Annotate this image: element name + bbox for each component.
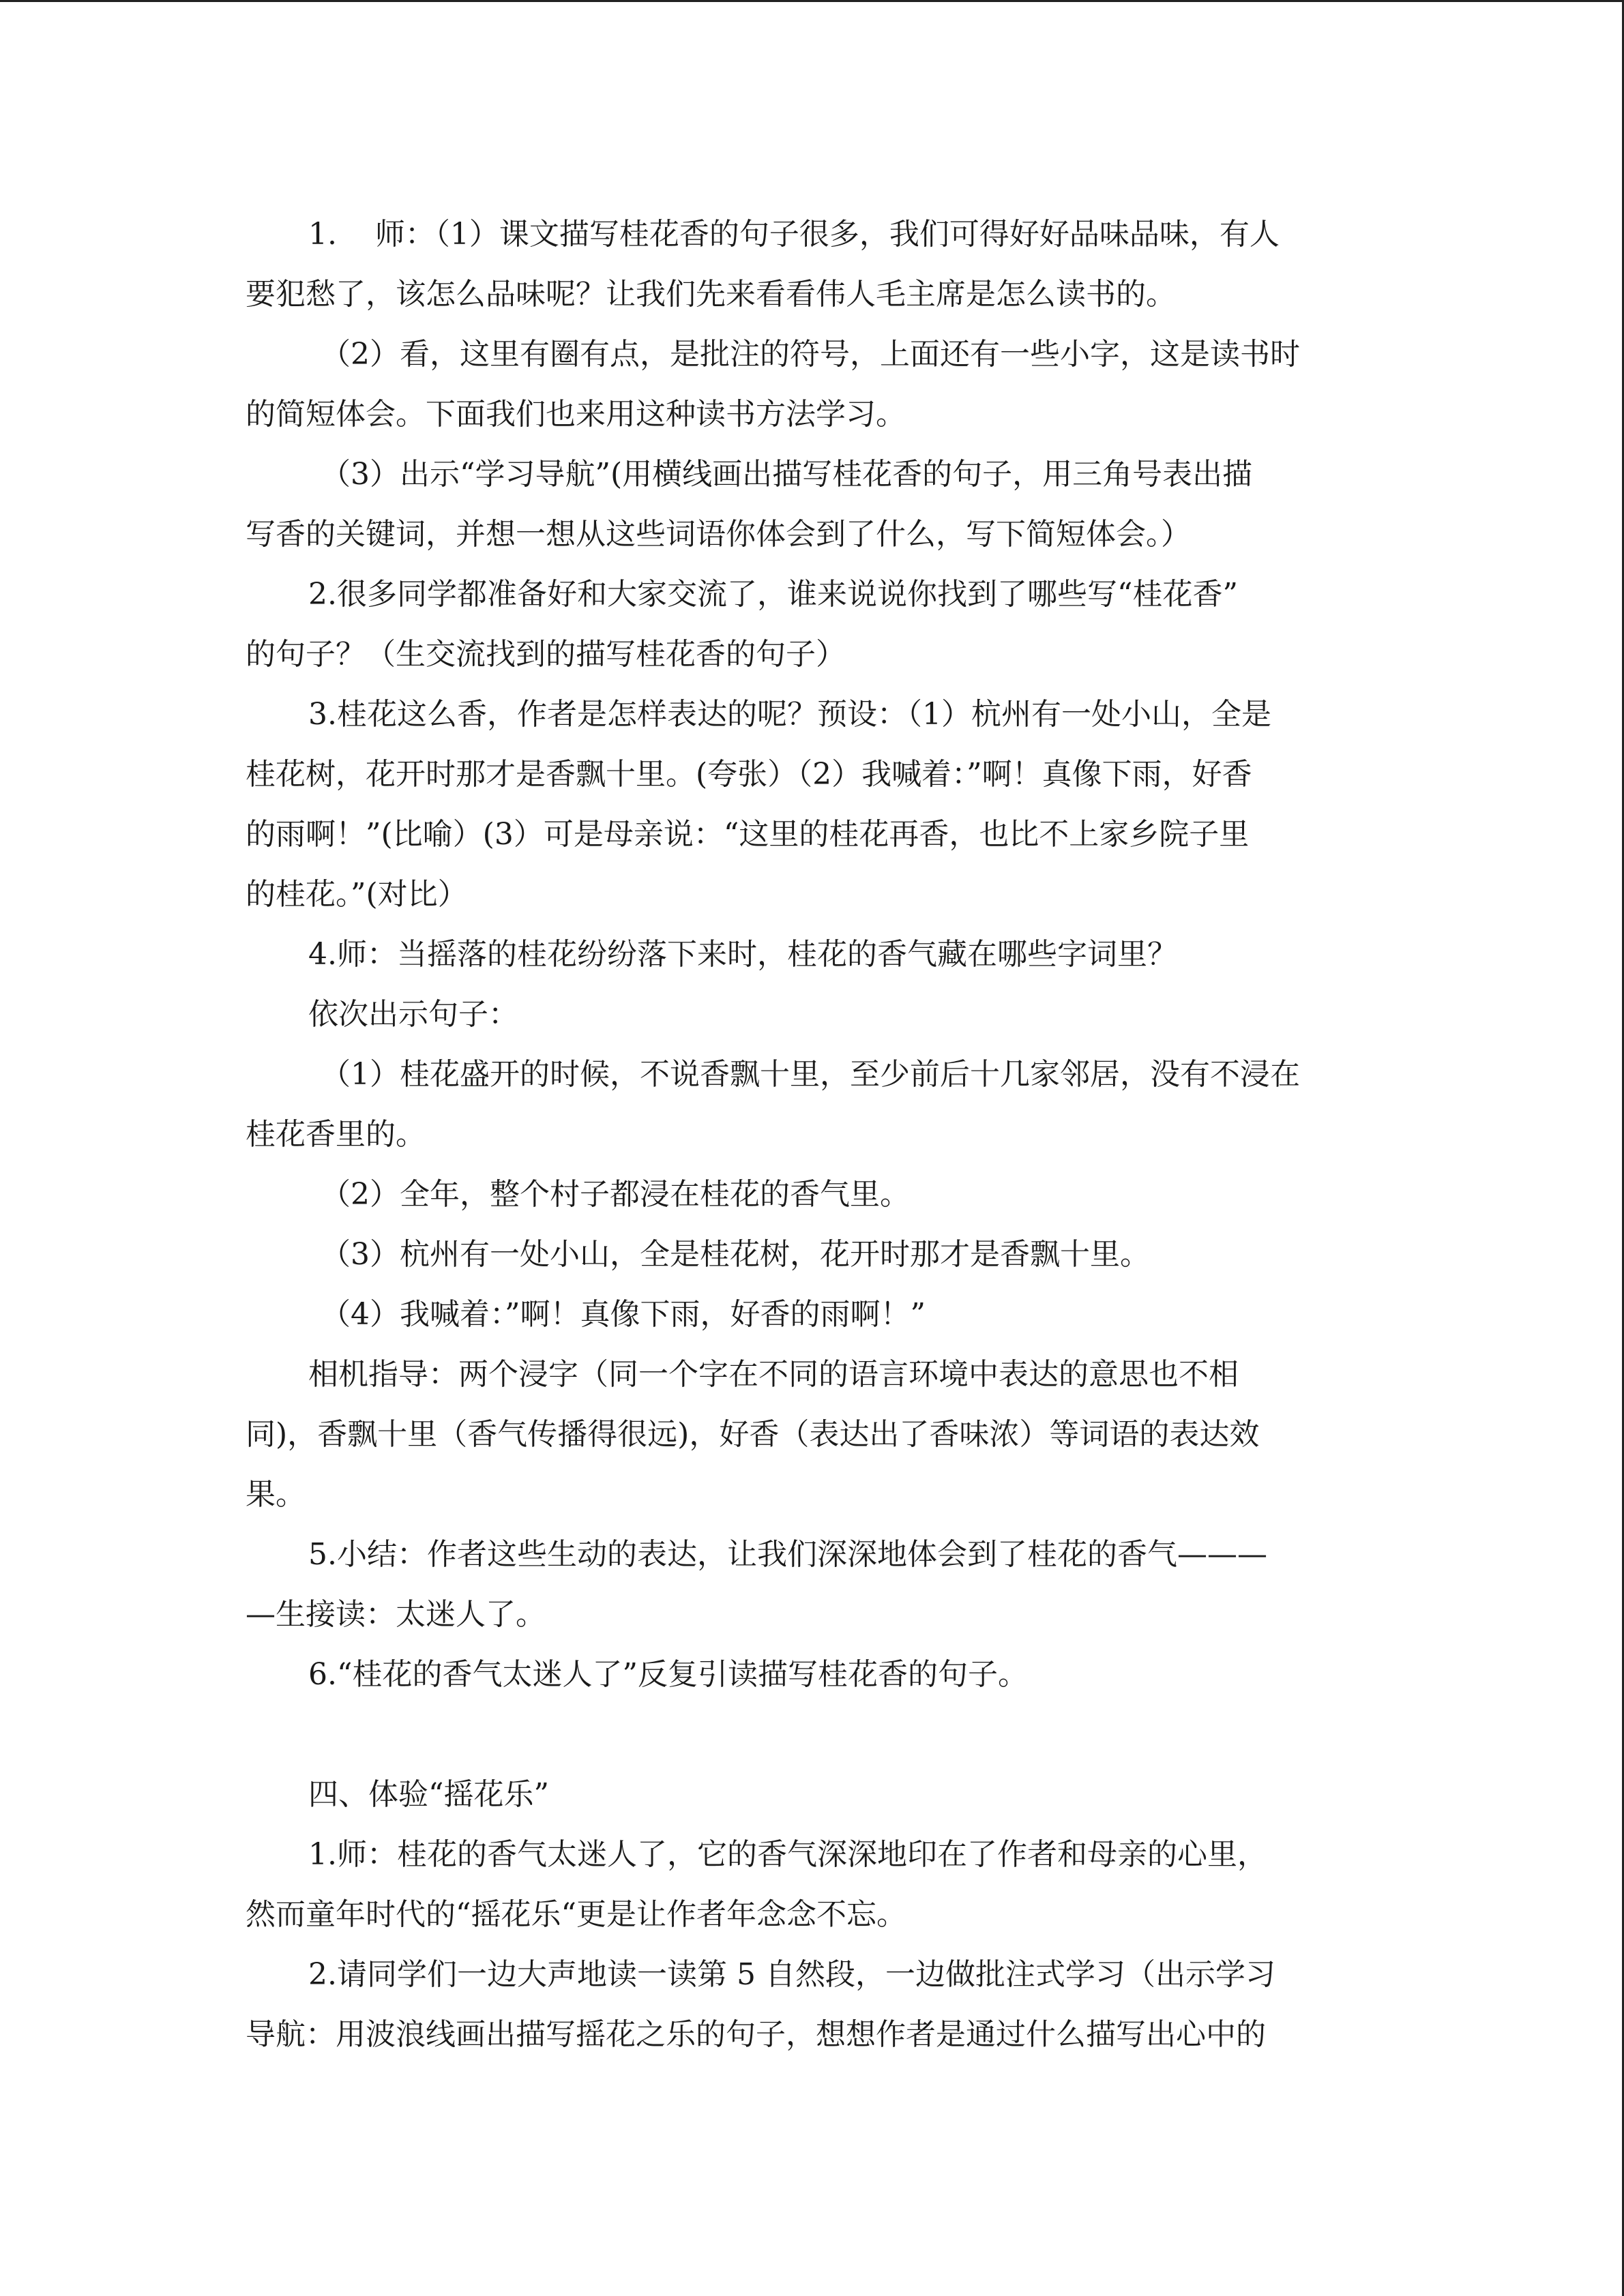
paragraph-line: 桂花树，花开时那才是香飘十里。(夸张）（2）我喊着：”啊！真像下雨，好香 — [246, 757, 1252, 792]
paragraph-line: （3）杭州有一处小山，全是桂花树，花开时那才是香飘十里。 — [321, 1237, 1150, 1272]
paragraph-line: 的简短体会。下面我们也来用这种读书方法学习。 — [246, 397, 906, 432]
paragraph-line: 同)，香飘十里（香气传播得很远)，好香（表达出了香味浓）等词语的表达效 — [246, 1417, 1260, 1452]
paragraph-line: 2.请同学们一边大声地读一读第 5 自然段，一边做批注式学习（出示学习 — [308, 1957, 1275, 1992]
paragraph-line: 4.师：当摇落的桂花纷纷落下来时，桂花的香气藏在哪些字词里？ — [308, 937, 1177, 972]
section-heading: 四、体验“摇花乐” — [308, 1777, 549, 1812]
paragraph-line: 3.桂花这么香，作者是怎样表达的呢？预设：（1）杭州有一处小山，全是 — [308, 697, 1271, 732]
paragraph-line: （3）出示“学习导航”(用横线画出描写桂花香的句子，用三角号表出描 — [321, 457, 1253, 492]
paragraph-line: 的句子？（生交流找到的描写桂花香的句子） — [246, 637, 846, 672]
paragraph-line: 1. 师：（1）课文描写桂花香的句子很多，我们可得好好品味品味，有人 — [308, 217, 1280, 252]
paragraph-line: （2）看，这里有圈有点，是批注的符号，上面还有一些小字，这是读书时 — [321, 337, 1300, 372]
paragraph-line: —生接读：太迷人了。 — [246, 1597, 546, 1632]
paragraph-line: 果。 — [246, 1477, 306, 1512]
paragraph-line: 依次出示句子： — [308, 997, 518, 1032]
paragraph-line: 要犯愁了，该怎么品味呢？让我们先来看看伟人毛主席是怎么读书的。 — [246, 277, 1176, 312]
paragraph-line: 导航：用波浪线画出描写摇花之乐的句子，想想作者是通过什么描写出心中的 — [246, 2017, 1266, 2052]
blank-line — [246, 1705, 1378, 1765]
paragraph-line: （4）我喊着：”啊！真像下雨，好香的雨啊！” — [321, 1297, 926, 1332]
paragraph-line: 的雨啊！”(比喻）(3）可是母亲说：“这里的桂花再香，也比不上家乡院子里 — [246, 817, 1250, 852]
paragraph-line: 桂花香里的。 — [246, 1117, 426, 1152]
paragraph-line: 相机指导：两个浸字（同一个字在不同的语言环境中表达的意思也不相 — [308, 1357, 1239, 1392]
paragraph-line: 5.小结：作者这些生动的表达，让我们深深地体会到了桂花的香气——— — [308, 1537, 1267, 1572]
paragraph-line: 1.师：桂花的香气太迷人了，它的香气深深地印在了作者和母亲的心里， — [308, 1837, 1267, 1872]
paragraph-line: 写香的关键词，并想一想从这些词语你体会到了什么，写下简短体会。） — [246, 517, 1191, 552]
paragraph-line: 2.很多同学都准备好和大家交流了，谁来说说你找到了哪些写“桂花香” — [308, 577, 1238, 612]
paragraph-line: （2）全年，整个村子都浸在桂花的香气里。 — [321, 1177, 910, 1212]
paragraph-line: 的桂花。”(对比） — [246, 877, 468, 912]
paragraph-line: 6.“桂花的香气太迷人了”反复引读描写桂花香的句子。 — [308, 1657, 1028, 1692]
document-body — [246, 205, 1378, 2065]
paragraph-line: 然而童年时代的“摇花乐“更是让作者年念念不忘。 — [246, 1897, 906, 1932]
paragraph-line: （1）桂花盛开的时候，不说香飘十里，至少前后十几家邻居，没有不浸在 — [321, 1057, 1300, 1092]
